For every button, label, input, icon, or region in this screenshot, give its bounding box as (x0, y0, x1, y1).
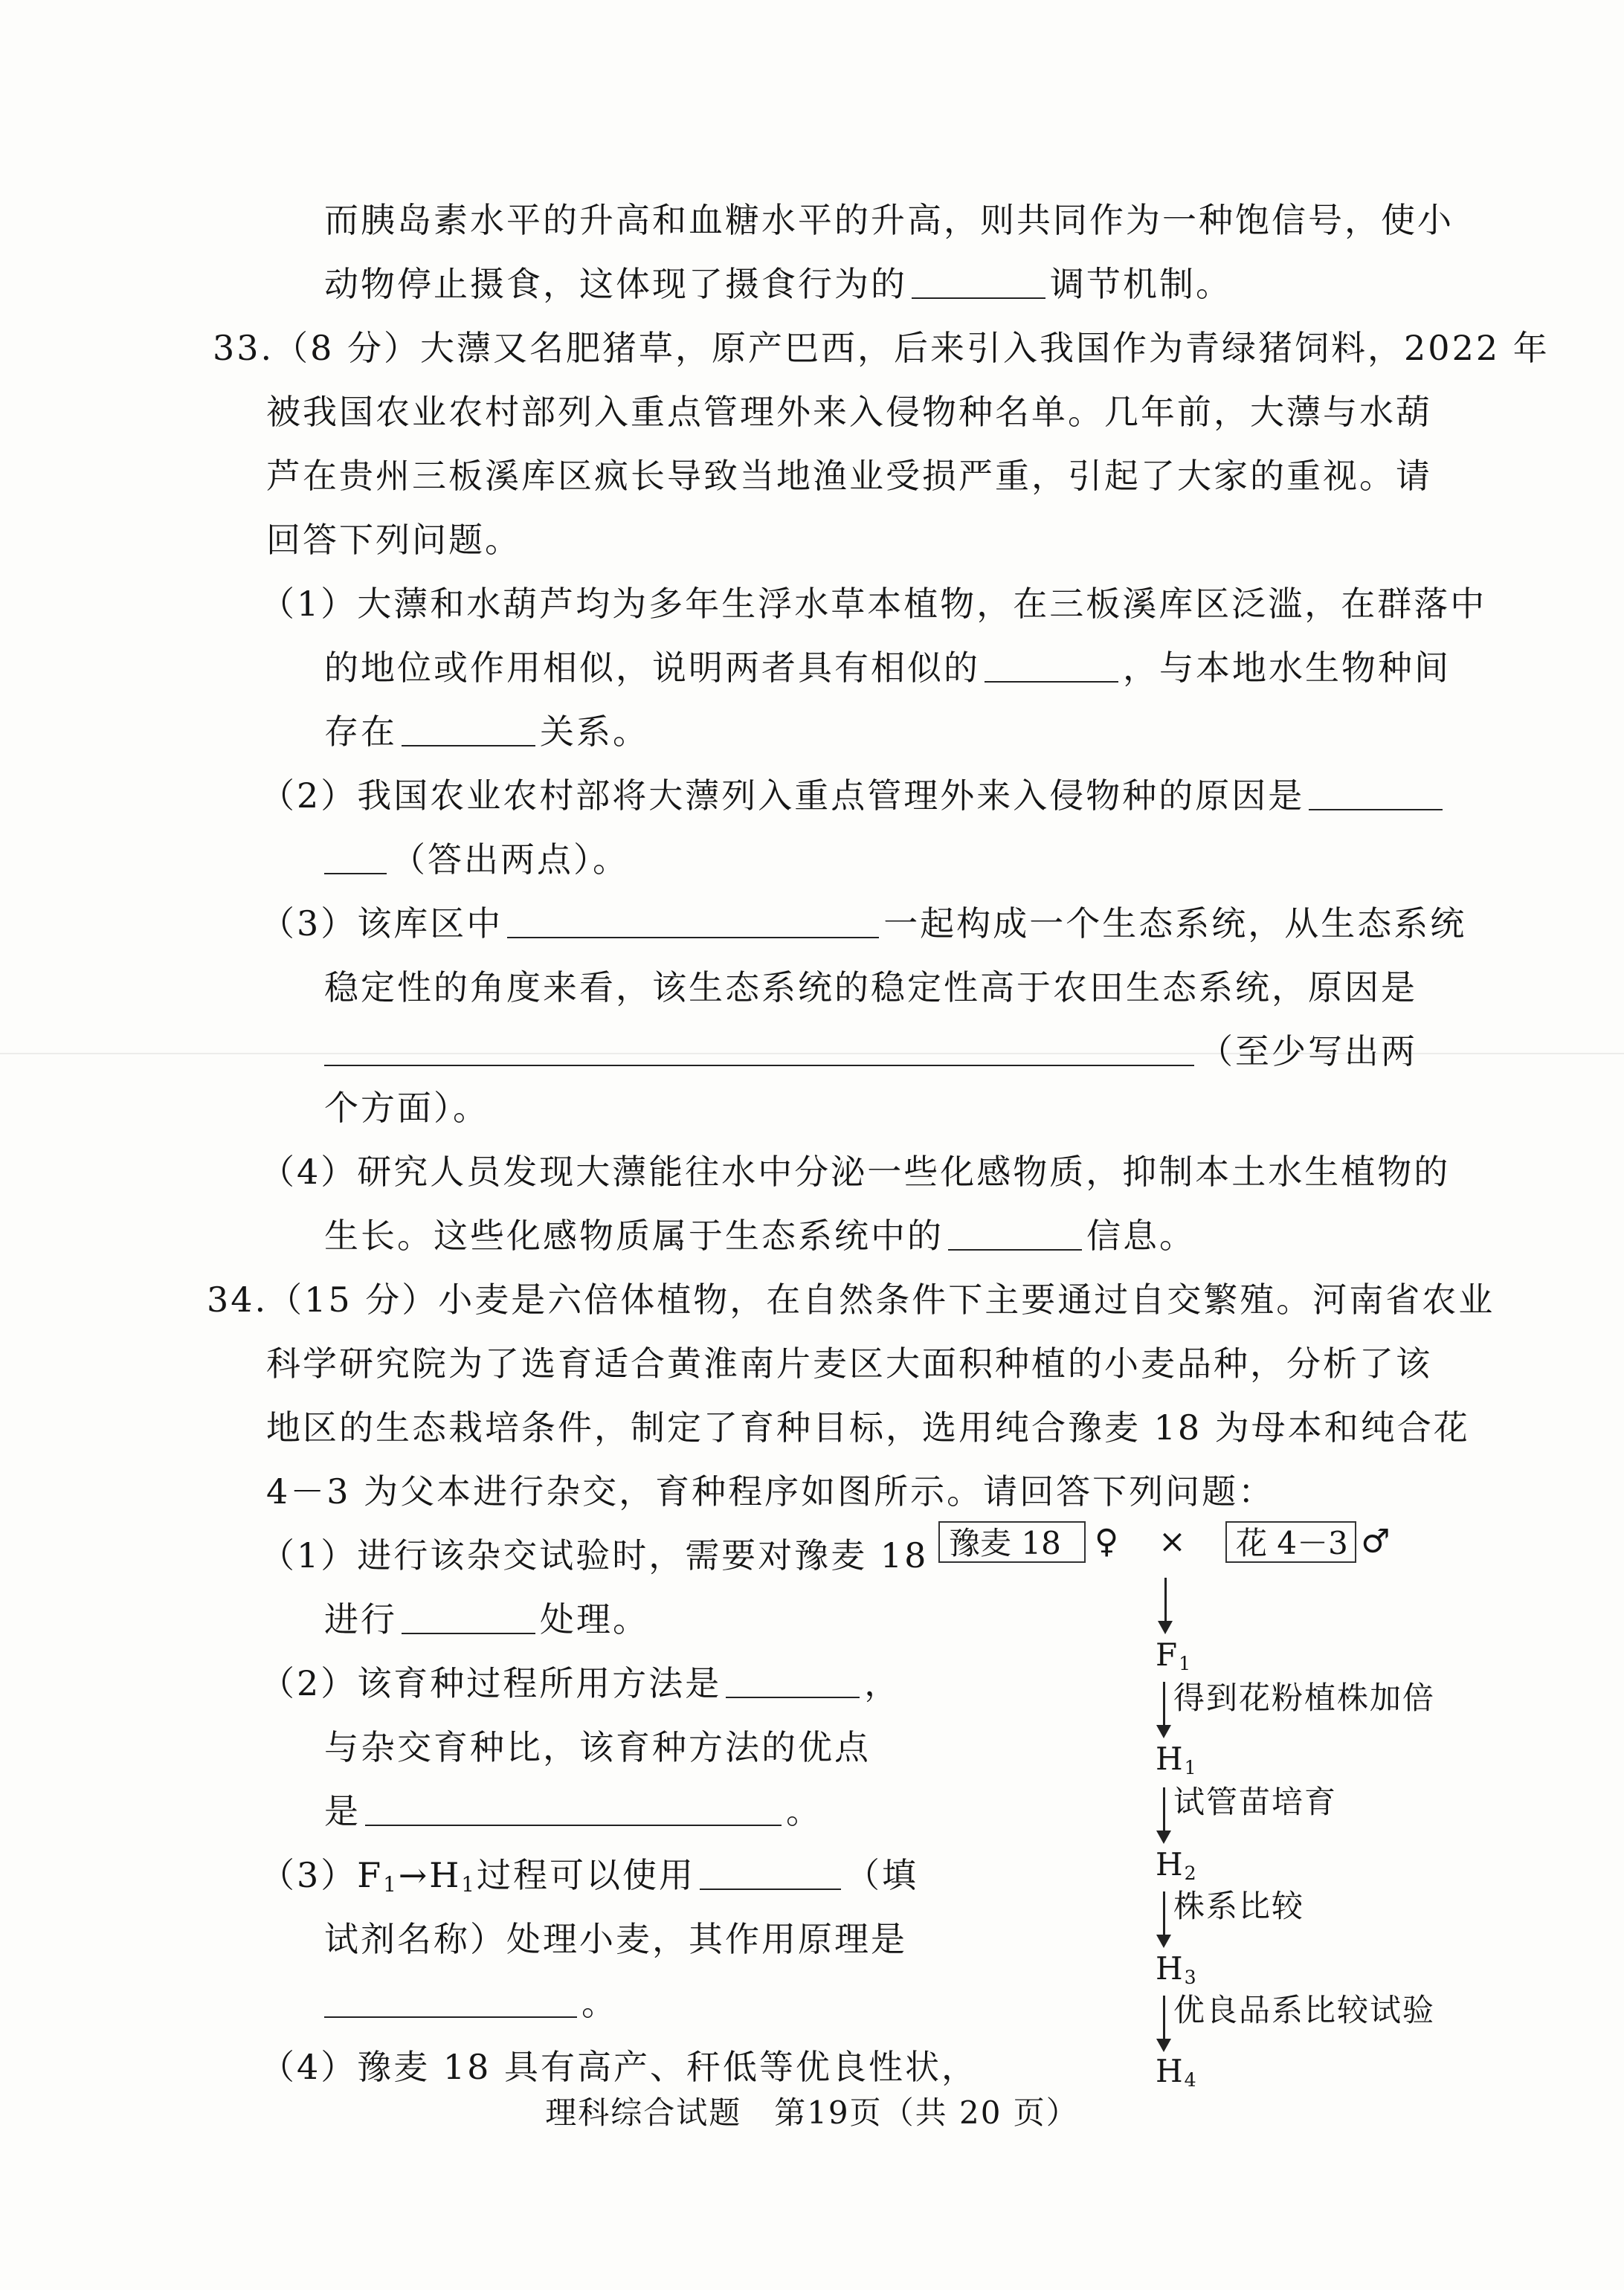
text-line: 地区的生态栽培条件，制定了育种目标，选用纯合豫麦 18 为母本和纯合花 (266, 1407, 1470, 1448)
text-line: 个方面）。 (324, 1088, 489, 1128)
arrow-down-icon (1163, 1996, 1165, 2042)
gen-H1: $H_1$ (1156, 1741, 1198, 1778)
text-line: 试剂名称）处理小麦，其作用原理是 (324, 1919, 907, 1959)
text-line: 进行 处理。 (324, 1597, 649, 1642)
female-symbol: ♀ (1095, 1523, 1119, 1561)
text-line: 稳定性的角度来看，该生态系统的稳定性高于农田生态系统，原因是 (324, 967, 1417, 1007)
text-line: 回答下列问题。 (266, 520, 521, 560)
text-line: 动物停止摄食，这体现了摄食行为的 调节机制。 (324, 262, 1232, 306)
answer-blank[interactable] (402, 1597, 535, 1634)
q34-part1: （1）进行该杂交试验时，需要对豫麦 18 (260, 1535, 929, 1575)
gen-H3: $H_3$ (1156, 1950, 1198, 1988)
step-label: 优良品系比较试验 (1173, 1992, 1436, 2028)
answer-blank[interactable] (402, 709, 535, 746)
q33-part1: （1）大薸和水葫芦均为多年生浮水草本植物，在三板溪库区泛滥，在群落中 (260, 584, 1487, 624)
answer-blank[interactable] (507, 901, 879, 938)
arrow-down-icon (1163, 1787, 1165, 1833)
answer-blank[interactable] (700, 1853, 841, 1890)
gen-F1: $F_1$ (1156, 1636, 1193, 1674)
q34-part4: （4）豫麦 18 具有高产、秆低等优良性状， (260, 2047, 979, 2087)
text-line: （答出两点）。 (324, 837, 629, 882)
step-label: 得到花粉植株加倍 (1173, 1680, 1436, 1716)
question-33-header: 33.（8 分）大薸又名肥猪草，原产巴西，后来引入我国作为青绿猪饲料，2022 年 (213, 328, 1550, 368)
answer-blank[interactable] (324, 1029, 1194, 1066)
arrow-down-icon (1163, 1891, 1165, 1938)
answer-blank[interactable] (365, 1789, 782, 1826)
answer-blank[interactable] (912, 262, 1045, 299)
gen-H2: $H_2$ (1156, 1846, 1198, 1884)
answer-blank[interactable] (324, 837, 387, 874)
text-line: 。 (324, 1981, 618, 2025)
father-box: 花 4－3 (1225, 1521, 1356, 1563)
answer-blank[interactable] (324, 1981, 577, 2018)
text-line: （至少写出两 (324, 1029, 1417, 1074)
text-line: 而胰岛素水平的升高和血糖水平的升高，则共同作为一种饱信号，使小 (324, 200, 1454, 240)
text-line: 与杂交育种比，该育种方法的优点 (324, 1727, 871, 1767)
text-line: 存在 关系。 (324, 709, 649, 754)
mother-box: 豫麦 18 (938, 1521, 1086, 1563)
page-footer: 理科综合试题 第19页（共 20 页） (545, 2094, 1079, 2131)
step-label: 试管苗培育 (1173, 1784, 1338, 1820)
male-symbol: ♂ (1361, 1523, 1391, 1561)
text-line: 的地位或作用相似，说明两者具有相似的 ，与本地水生物种间 (324, 645, 1451, 690)
cross-symbol: × (1159, 1523, 1186, 1561)
q33-part2: （2）我国农业农村部将大薸列入重点管理外来入侵物种的原因是 (260, 773, 1447, 818)
text-line: 生长。这些化感物质属于生态系统中的 信息。 (324, 1213, 1196, 1258)
question-34-header: 34.（15 分）小麦是六倍体植物，在自然条件下主要通过自交繁殖。河南省农业 (207, 1280, 1495, 1320)
step-label: 株系比较 (1173, 1888, 1305, 1924)
arrow-down-icon (1164, 1578, 1167, 1624)
answer-blank[interactable] (1309, 773, 1443, 810)
text-line: 是 。 (324, 1789, 822, 1833)
gen-H4: $H_4$ (1156, 2053, 1198, 2091)
answer-blank[interactable] (726, 1661, 860, 1698)
answer-blank[interactable] (985, 645, 1118, 683)
arrow-down-icon (1163, 1682, 1165, 1728)
text-line: 科学研究院为了选育适合黄淮南片麦区大面积种植的小麦品种，分析了该 (266, 1344, 1432, 1384)
q34-part3: $(3)F_1\to H_1$过程可以使用 （填 (260, 1853, 918, 1897)
q33-part4: （4）研究人员发现大薸能往水中分泌一些化感物质，抑制本土水生植物的 (260, 1152, 1451, 1192)
q33-part3: （3）该库区中 一起构成一个生态系统，从生态系统 (260, 901, 1466, 946)
answer-blank[interactable] (948, 1213, 1082, 1251)
text-line: 芦在贵州三板溪库区疯长导致当地渔业受损严重，引起了大家的重视。请 (266, 456, 1432, 496)
text-line: 4－3 为父本进行杂交，育种程序如图所示。请回答下列问题： (266, 1471, 1275, 1512)
text-line: 被我国农业农村部列入重点管理外来入侵物种名单。几年前，大薸与水葫 (266, 392, 1432, 432)
q34-part2: （2）该育种过程所用方法是 ， (260, 1661, 900, 1706)
